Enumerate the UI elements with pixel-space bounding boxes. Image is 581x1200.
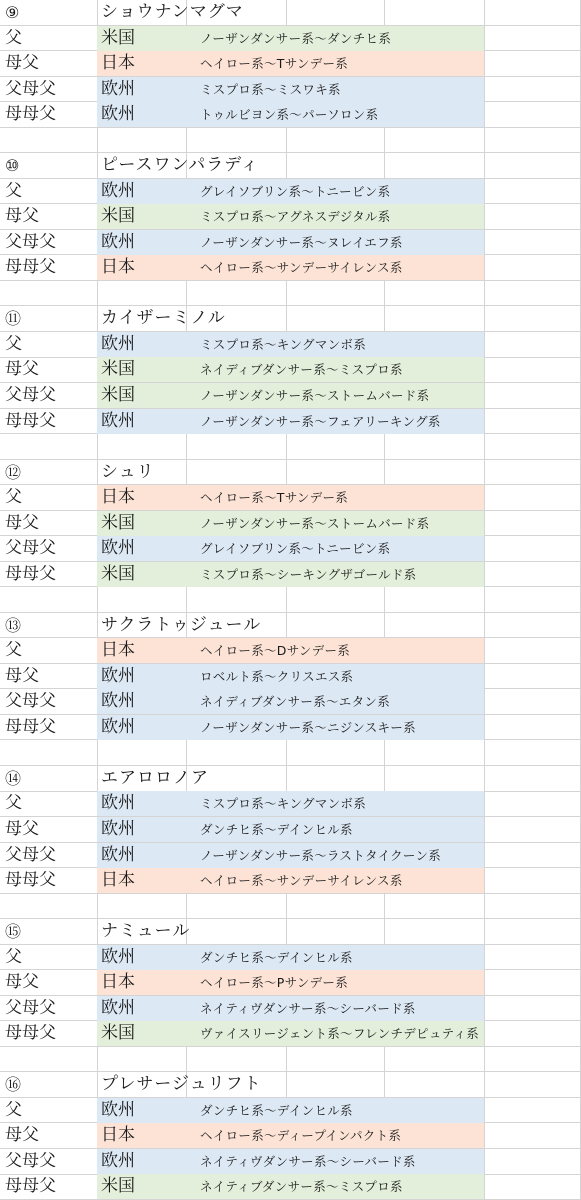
region-label: 米国 bbox=[101, 1023, 135, 1044]
sire-line: ネイティヴダンサー系〜シーバード系 bbox=[200, 1000, 416, 1016]
sire-line: ノーザンダンサー系〜フェアリーキング系 bbox=[200, 413, 441, 429]
pedigree-row bbox=[0, 1098, 581, 1124]
relation-label: 母父 bbox=[5, 665, 39, 686]
sire-line: ミスプロ系〜シーキングザゴールド系 bbox=[200, 566, 417, 582]
sire-line: ノーザンダンサー系〜ダンチヒ系 bbox=[200, 30, 392, 46]
pedigree-row bbox=[0, 1021, 581, 1047]
pedigree-row bbox=[0, 383, 581, 409]
region-label: 日本 bbox=[101, 640, 135, 661]
horse-number: ⑬ bbox=[5, 615, 22, 635]
horse-header-row bbox=[0, 1072, 581, 1098]
relation-label: 父母父 bbox=[5, 1150, 56, 1171]
region-label: 欧州 bbox=[101, 665, 135, 686]
relation-label: 父 bbox=[5, 793, 22, 814]
pedigree-row bbox=[0, 51, 581, 77]
horse-header-row bbox=[0, 919, 581, 945]
region-label: 米国 bbox=[101, 206, 135, 227]
region-label: 米国 bbox=[101, 27, 135, 48]
relation-label: 父母父 bbox=[5, 844, 56, 865]
pedigree-row bbox=[0, 562, 581, 588]
region-label: 日本 bbox=[101, 1125, 135, 1146]
horse-header-row bbox=[0, 0, 581, 26]
pedigree-row bbox=[0, 255, 581, 281]
sire-line: ノーザンダンサー系〜ストームバード系 bbox=[200, 387, 430, 403]
relation-label: 母父 bbox=[5, 53, 39, 74]
region-label: 欧州 bbox=[101, 1150, 135, 1171]
pedigree-row bbox=[0, 1149, 581, 1175]
region-label: 米国 bbox=[101, 1176, 135, 1197]
sire-line: ノーザンダンサー系〜ニジンスキー系 bbox=[200, 719, 416, 735]
relation-label: 父 bbox=[5, 946, 22, 967]
sire-line: ミスプロ系〜ミスワキ系 bbox=[200, 81, 341, 97]
sire-line: ノーザンダンサー系〜ストームバード系 bbox=[200, 515, 430, 531]
horse-number: ⑩ bbox=[5, 156, 20, 176]
horse-name: プレサージュリフト bbox=[101, 1074, 262, 1095]
relation-label: 母母父 bbox=[5, 104, 56, 125]
pedigree-row bbox=[0, 843, 581, 869]
horse-header-row bbox=[0, 153, 581, 179]
sire-line: ミスプロ系〜キングマンボ系 bbox=[200, 796, 367, 812]
relation-label: 母父 bbox=[5, 512, 39, 533]
pedigree-row bbox=[0, 332, 581, 358]
sire-line: トゥルビヨン系〜パーソロン系 bbox=[200, 107, 379, 123]
sire-line: ヘイロー系〜Tサンデー系 bbox=[200, 56, 349, 72]
horse-number: ⑨ bbox=[5, 3, 20, 22]
pedigree-row bbox=[0, 1123, 581, 1149]
relation-label: 母母父 bbox=[5, 1176, 56, 1197]
pedigree-row bbox=[0, 179, 581, 205]
sire-line: ダンチヒ系〜デインヒル系 bbox=[200, 822, 353, 838]
horse-number: ⑮ bbox=[5, 922, 22, 942]
region-label: 米国 bbox=[101, 384, 135, 405]
pedigree-row bbox=[0, 1174, 581, 1200]
spacer-row bbox=[0, 894, 581, 920]
pedigree-row bbox=[0, 868, 581, 894]
spacer-row bbox=[0, 1047, 581, 1073]
horse-name: ピースワンパラディ bbox=[101, 155, 259, 176]
pedigree-row bbox=[0, 689, 581, 715]
region-label: 日本 bbox=[101, 257, 135, 278]
pedigree-row bbox=[0, 638, 581, 664]
region-label: 欧州 bbox=[101, 104, 135, 125]
pedigree-row bbox=[0, 511, 581, 537]
region-label: 欧州 bbox=[101, 1099, 135, 1120]
sire-line: ダンチヒ系〜デインヒル系 bbox=[200, 949, 353, 965]
spacer-row bbox=[0, 434, 581, 460]
sire-line: ヘイロー系〜Tサンデー系 bbox=[200, 490, 349, 506]
relation-label: 母母父 bbox=[5, 716, 56, 737]
region-label: 米国 bbox=[101, 512, 135, 533]
pedigree-row bbox=[0, 970, 581, 996]
pedigree-row bbox=[0, 485, 581, 511]
pedigree-row bbox=[0, 715, 581, 741]
relation-label: 母母父 bbox=[5, 257, 56, 278]
region-label: 日本 bbox=[101, 487, 135, 508]
relation-label: 母父 bbox=[5, 359, 39, 380]
relation-label: 父 bbox=[5, 640, 22, 661]
region-label: 欧州 bbox=[101, 231, 135, 252]
relation-label: 父 bbox=[5, 487, 22, 508]
relation-label: 母母父 bbox=[5, 410, 56, 431]
region-label: 欧州 bbox=[101, 410, 135, 431]
horse-name: カイザーミノル bbox=[101, 308, 226, 329]
sire-line: ノーザンダンサー系〜ラストタイクーン系 bbox=[200, 847, 442, 863]
horse-number: ⑯ bbox=[5, 1075, 22, 1095]
region-label: 欧州 bbox=[101, 844, 135, 865]
spacer-row bbox=[0, 740, 581, 766]
region-label: 欧州 bbox=[101, 946, 135, 967]
sire-line: グレイソブリン系〜トニービン系 bbox=[200, 183, 391, 199]
relation-label: 父母父 bbox=[5, 231, 56, 252]
sire-line: ヴァイスリージェント系〜フレンチデピュティ系 bbox=[200, 1026, 480, 1042]
horse-header-row bbox=[0, 460, 581, 486]
relation-label: 母母父 bbox=[5, 870, 56, 891]
horse-name: シュリ bbox=[101, 461, 155, 482]
sire-line: ノーザンダンサー系〜ヌレイエフ系 bbox=[200, 234, 403, 250]
relation-label: 父母父 bbox=[5, 384, 56, 405]
horse-name: ショウナンマグマ bbox=[101, 2, 244, 22]
relation-label: 父 bbox=[5, 333, 22, 354]
region-label: 欧州 bbox=[101, 78, 135, 99]
spacer-row bbox=[0, 128, 581, 154]
pedigree-row bbox=[0, 204, 581, 230]
sire-line: ヘイロー系〜Dサンデー系 bbox=[200, 643, 351, 659]
region-label: 欧州 bbox=[101, 793, 135, 814]
region-label: 米国 bbox=[101, 359, 135, 380]
relation-label: 母父 bbox=[5, 1125, 39, 1146]
sire-line: ヘイロー系〜ディープインパクト系 bbox=[200, 1128, 402, 1144]
horse-header-row bbox=[0, 306, 581, 332]
region-label: 米国 bbox=[101, 563, 135, 584]
relation-label: 父 bbox=[5, 180, 22, 201]
pedigree-row bbox=[0, 409, 581, 435]
sire-line: ネイティブダンサー系〜ミスプロ系 bbox=[200, 1179, 403, 1195]
relation-label: 父 bbox=[5, 1099, 22, 1120]
pedigree-row bbox=[0, 77, 581, 103]
spacer-row bbox=[0, 281, 581, 307]
horse-name: エアロロノア bbox=[101, 767, 209, 788]
relation-label: 母母父 bbox=[5, 563, 56, 584]
pedigree-row bbox=[0, 817, 581, 843]
horse-number: ⑭ bbox=[5, 768, 22, 788]
relation-label: 母父 bbox=[5, 206, 39, 227]
region-label: 欧州 bbox=[101, 819, 135, 840]
sire-line: ミスプロ系〜キングマンボ系 bbox=[200, 336, 367, 352]
pedigree-row bbox=[0, 536, 581, 562]
relation-label: 母父 bbox=[5, 972, 39, 993]
sire-line: ヘイロー系〜サンデーサイレンス系 bbox=[200, 873, 403, 889]
region-label: 欧州 bbox=[101, 180, 135, 201]
sire-line: ヘイロー系〜サンデーサイレンス系 bbox=[200, 260, 403, 276]
relation-label: 父 bbox=[5, 27, 22, 48]
pedigree-row bbox=[0, 102, 581, 128]
pedigree-row bbox=[0, 791, 581, 817]
pedigree-row bbox=[0, 230, 581, 256]
sire-line: グレイソブリン系〜トニービン系 bbox=[200, 541, 391, 557]
pedigree-row bbox=[0, 664, 581, 690]
relation-label: 母父 bbox=[5, 819, 39, 840]
pedigree-row bbox=[0, 357, 581, 383]
region-label: 欧州 bbox=[101, 716, 135, 737]
horse-number: ⑪ bbox=[5, 309, 22, 329]
horse-name: ナミュール bbox=[101, 921, 191, 942]
region-label: 欧州 bbox=[101, 691, 135, 712]
sire-line: ロベルト系〜クリスエス系 bbox=[200, 668, 354, 684]
relation-label: 父母父 bbox=[5, 538, 56, 559]
relation-label: 父母父 bbox=[5, 997, 56, 1018]
region-label: 欧州 bbox=[101, 333, 135, 354]
region-label: 日本 bbox=[101, 870, 135, 891]
horse-number: ⑫ bbox=[5, 462, 22, 482]
sire-line: ネイディブダンサー系〜ミスプロ系 bbox=[200, 362, 403, 378]
horse-header-row bbox=[0, 613, 581, 639]
spacer-row bbox=[0, 587, 581, 613]
sire-line: ヘイロー系〜Pサンデー系 bbox=[200, 975, 349, 991]
horse-name: サクラトゥジュール bbox=[101, 614, 262, 635]
relation-label: 母母父 bbox=[5, 1023, 56, 1044]
region-label: 欧州 bbox=[101, 997, 135, 1018]
region-label: 日本 bbox=[101, 53, 135, 74]
pedigree-row bbox=[0, 26, 581, 52]
relation-label: 父母父 bbox=[5, 691, 56, 712]
sire-line: ダンチヒ系〜デインヒル系 bbox=[200, 1102, 353, 1118]
sire-line: ネイディブダンサー系〜エタン系 bbox=[200, 694, 391, 710]
sire-line: ネイティヴダンサー系〜シーバード系 bbox=[200, 1153, 416, 1169]
relation-label: 父母父 bbox=[5, 78, 56, 99]
region-label: 日本 bbox=[101, 972, 135, 993]
pedigree-row bbox=[0, 945, 581, 971]
horse-header-row bbox=[0, 766, 581, 792]
sire-line: ミスプロ系〜アグネスデジタル系 bbox=[200, 209, 391, 225]
region-label: 欧州 bbox=[101, 538, 135, 559]
pedigree-row bbox=[0, 996, 581, 1022]
